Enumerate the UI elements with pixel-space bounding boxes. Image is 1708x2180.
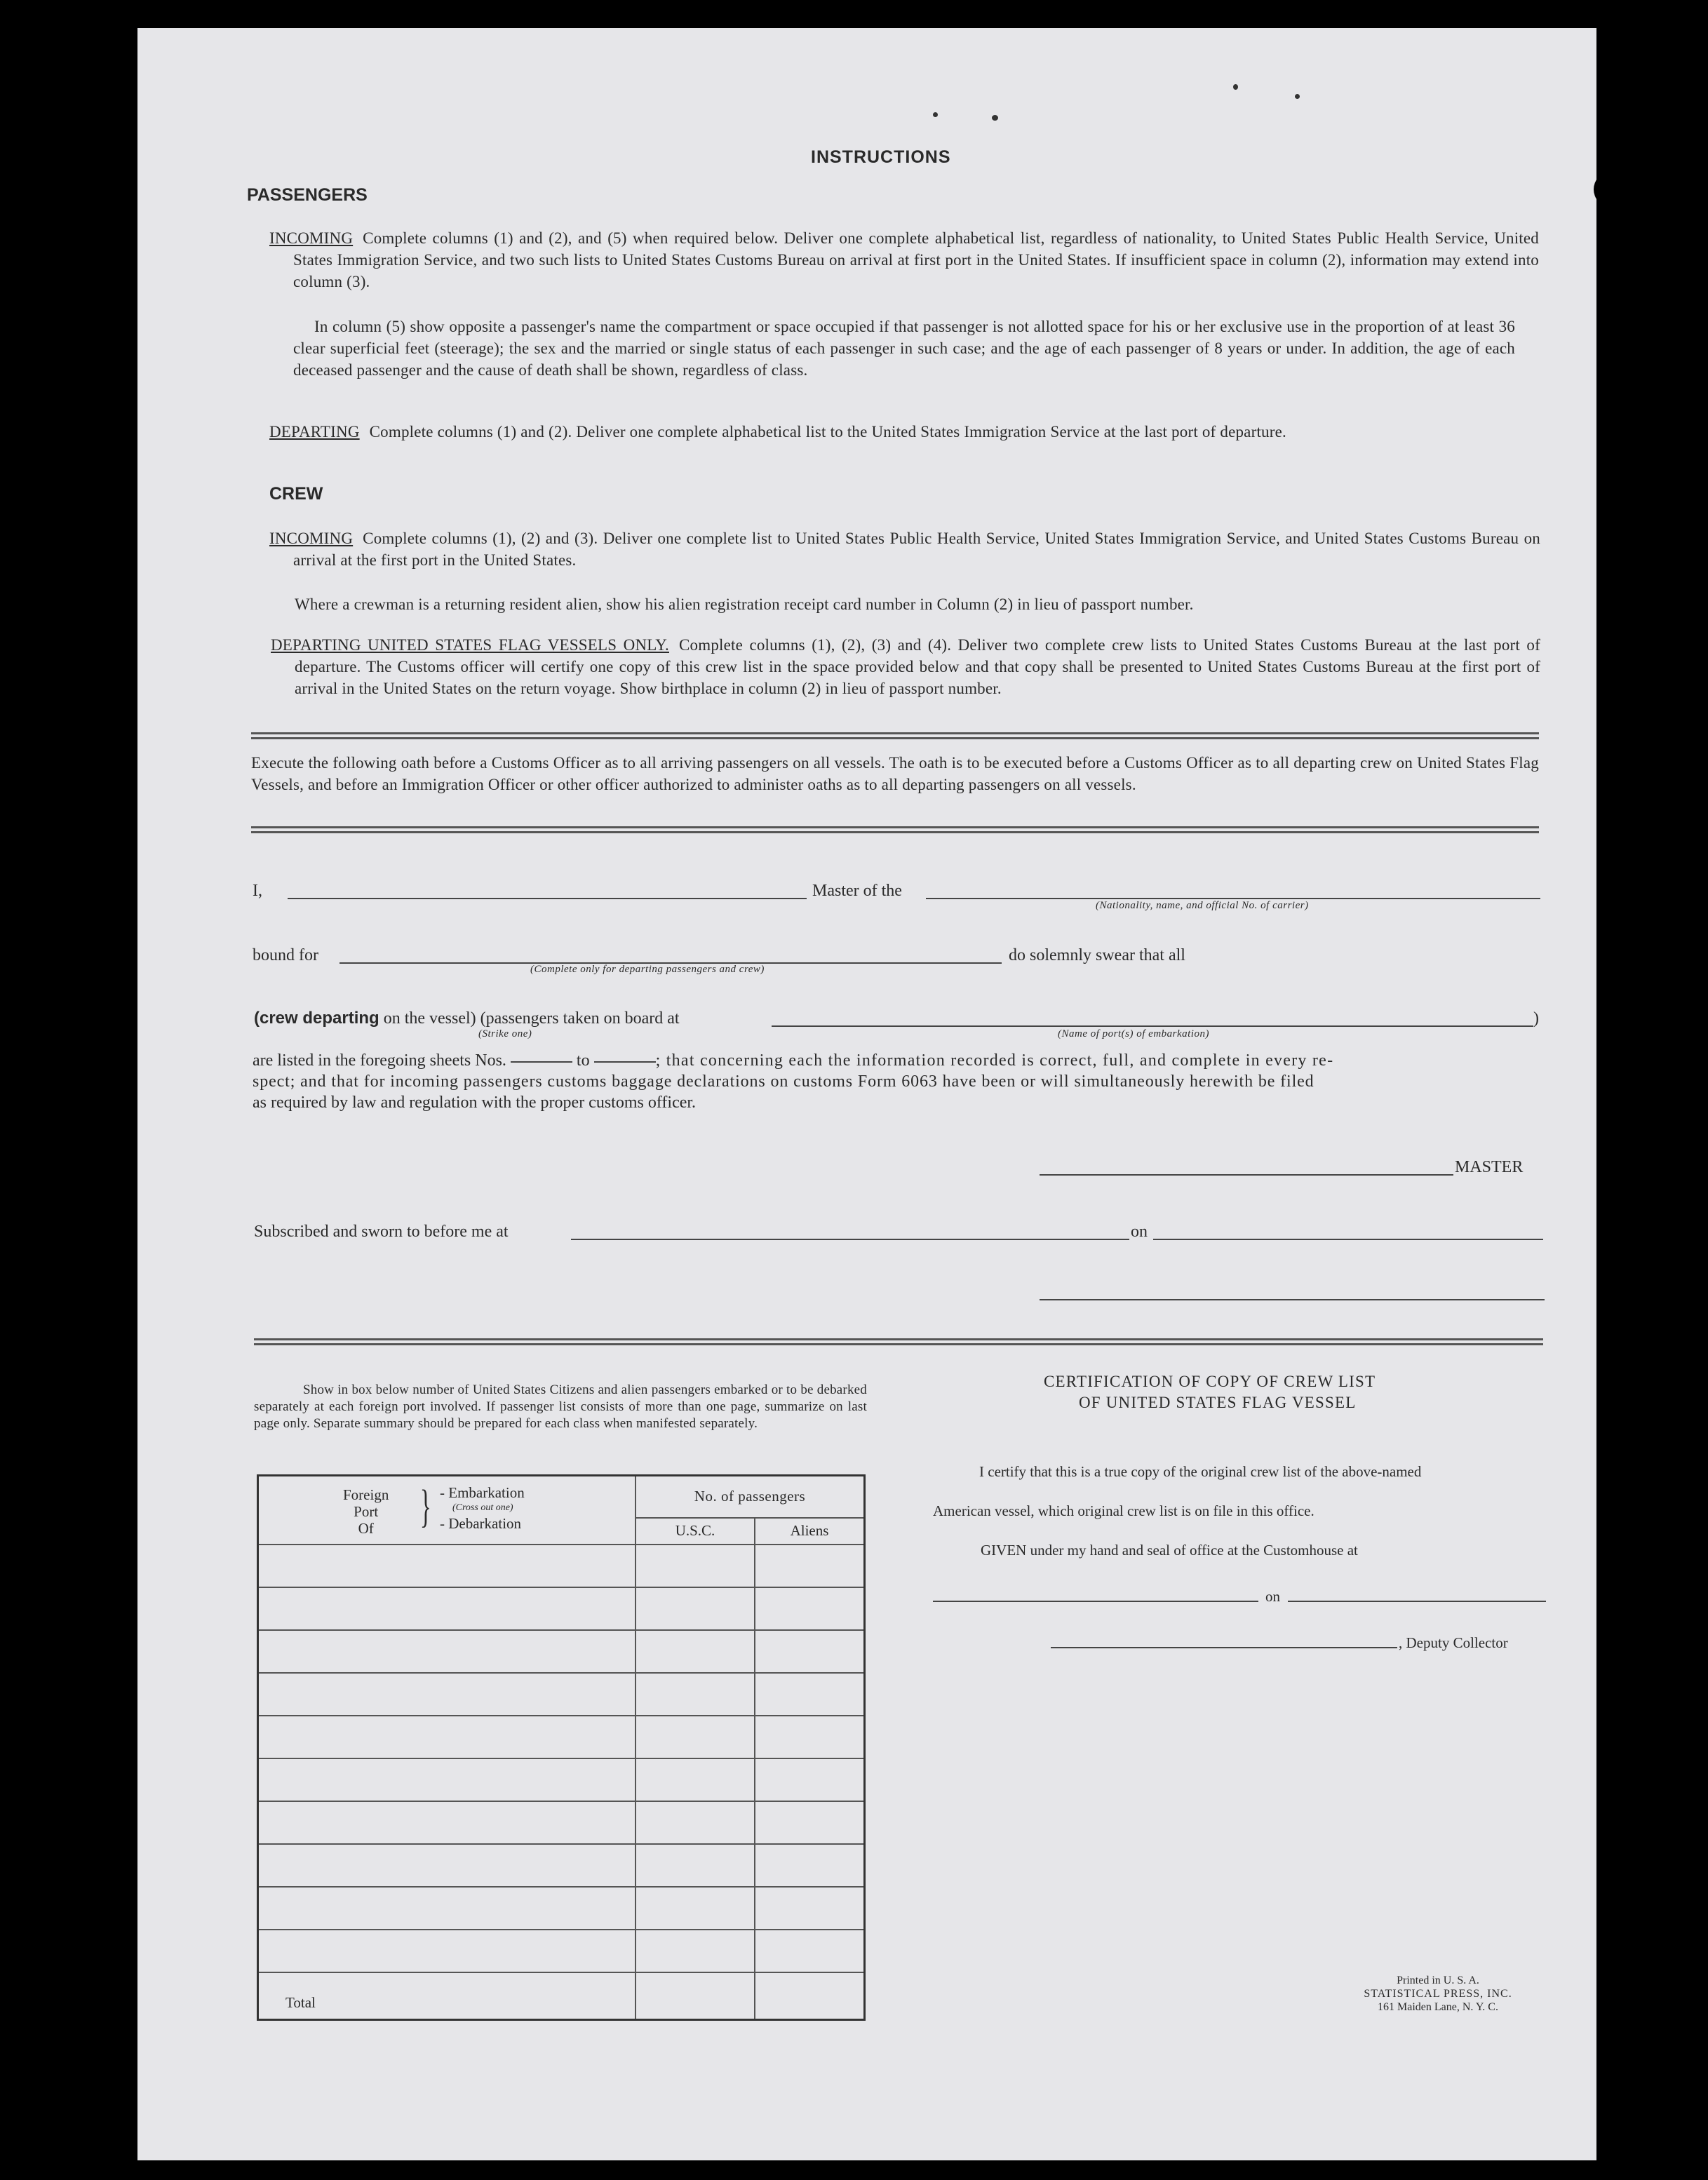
listed-text-a: are listed in the foregoing sheets Nos. [253,1051,506,1070]
speck [1295,94,1300,99]
port-cell[interactable] [258,1545,636,1587]
section-divider [254,1338,1543,1345]
aliens-cell[interactable] [755,1758,865,1801]
port-cell[interactable] [258,1716,636,1758]
listed-to: to [576,1051,590,1070]
usc-cell[interactable] [636,1758,755,1801]
aliens-header: Aliens [755,1518,865,1545]
certification-title-1: CERTIFICATION OF COPY OF CREW LIST [1044,1373,1376,1390]
table-row [258,1887,865,1930]
passengers-departing-text: Complete columns (1) and (2). Deliver one complete alphabetical list to the United States Immigration Service at the last port of departure. [369,423,1286,440]
passengers-departing-paragraph [269,421,1539,443]
summary-instructions-text: Show in box below number of United States Citizens and alien passengers embarked or to be debarked separately at each foreign port involved. If passenger list consists of more than one page, summarize on last page only. Separate summary should be prepared for each class when manifested separately. [254,1382,867,1431]
listed-line-3: as required by law and regulation with the proper customs officer. [253,1094,697,1112]
oath-instruction-paragraph [251,752,1539,795]
speck [933,112,938,117]
port-cell[interactable] [258,1673,636,1716]
table-row [258,1801,865,1844]
usc-cell[interactable] [636,1630,755,1673]
section-divider [251,732,1539,739]
crew-incoming-label: INCOMING [269,530,354,547]
crew-incoming-text: Complete columns (1), (2) and (3). Deliver one complete list to United States Public Health Service, United States Immigration Service, and United States Customs Bureau on arrival at the first port in the United States. [293,530,1540,569]
certify-line-2: American vessel, which original crew list is on file in this office. [933,1502,1314,1519]
usc-cell[interactable] [636,1887,755,1930]
crew-departing-paragraph [271,634,1540,699]
port-note: (Name of port(s) of embarkation) [1058,1028,1209,1039]
oath-instruction-text: Execute the following oath before a Customs Officer as to all arriving passengers on all vessels. The oath is to be executed before a Customs Officer as to all departing crew on United States Flag Vessels, and before an Immigration Officer or other officer authorized to administer oaths as to all departing passengers on all vessels. [251,754,1539,793]
aliens-cell[interactable] [755,1716,865,1758]
passengers-heading: PASSENGERS [247,185,368,205]
aliens-cell[interactable] [755,1630,865,1673]
speck [992,115,998,121]
sworn-on-label: on [1131,1223,1148,1241]
port-cell[interactable] [258,1630,636,1673]
certification-title-2: OF UNITED STATES FLAG VESSEL [1079,1394,1357,1411]
brace-icon: } [419,1481,431,1532]
master-of-the-label: Master of the [812,882,902,900]
aliens-cell[interactable] [755,1887,865,1930]
crew-departing-text: Complete columns (1), (2), (3) and (4). Deliver two complete crew lists to United States Customs Bureau at the last port of departure. The Customs officer will certify one copy of this crew list in the space provided below and that copy shall be presented to United States Customs Bureau at the first port of arrival in the United States on the return voyage. Show birthplace in column (2) in lieu of passport number. [295,636,1540,697]
passengers-incoming-paragraph [269,227,1539,292]
table-row [258,1758,865,1801]
printer-line-2: STATISTICAL PRESS, INC. [1364,1988,1512,2000]
printer-imprint [1333,1974,1543,2014]
nationality-note: (Nationality, name, and official No. of carrier) [1096,900,1309,911]
oath-i-label: I, [253,882,262,900]
table-row [258,1930,865,1972]
crew-departing-label: DEPARTING UNITED STATES FLAG VESSELS ONLY. [271,636,669,654]
listed-line-1 [253,1051,1333,1070]
usc-cell[interactable] [636,1844,755,1887]
aliens-cell[interactable] [755,1930,865,1972]
passengers-incoming-text: Complete columns (1) and (2), and (5) when required below. Deliver one complete alphabetical list, regardless of nationality, to United States Public Health Service, United States Immigration Service, and two such lists to United States Customs Bureau on arrival at first port in the United States. If insufficient space in column (2), information may extend into column (3). [293,229,1539,290]
complete-only-note: (Complete only for departing passengers and crew) [530,964,765,975]
printer-line-1: Printed in U. S. A. [1397,1974,1479,1986]
usc-cell[interactable] [636,1930,755,1972]
close-paren: ) [1533,1009,1539,1028]
aliens-cell[interactable] [755,1844,865,1887]
crew-alien-paragraph [295,593,1529,615]
cross-out-note: (Cross out one) [452,1502,513,1513]
cert-on-label: on [1265,1588,1280,1605]
total-row [258,1972,865,2020]
column5-text: In column (5) show opposite a passenger's name the compartment or space occupied if that passenger is not allotted space for his or her exclusive use in the proportion of at least 36 clear superficial feet (steerage); the sex and the married or single status of each passenger in such case; and the age of each passenger of 8 years or under. In addition, the age of each deceased passenger and the cause of death shall be shown, regardless of class. [293,318,1515,379]
total-label: Total [258,1972,636,2020]
port-label: Port [354,1503,379,1520]
debarkation-label: - Debarkation [440,1515,522,1532]
usc-cell[interactable] [636,1801,755,1844]
port-cell[interactable] [258,1844,636,1887]
table-row [258,1630,865,1673]
passengers-taken-label: (passengers taken on board at [480,1009,680,1028]
carrier-field[interactable] [926,898,1540,899]
crew-incoming-paragraph [269,527,1540,571]
usc-cell[interactable] [636,1587,755,1630]
summary-instructions [254,1382,867,1432]
officer-signature-field[interactable] [1040,1299,1545,1300]
usc-header: U.S.C. [636,1518,755,1545]
table-row [258,1587,865,1630]
aliens-cell[interactable] [755,1673,865,1716]
embarkation-label: - Embarkation [440,1484,525,1501]
punch-hole-top [1598,98,1629,132]
deputy-collector-label: , Deputy Collector [1399,1634,1508,1651]
passenger-summary-table [257,1474,866,2021]
port-cell[interactable] [258,1930,636,1972]
port-cell[interactable] [258,1801,636,1844]
table-row [258,1844,865,1887]
port-cell[interactable] [258,1887,636,1930]
foreign-port-header [258,1476,636,1545]
listed-text-b: ; that concerning each the information recorded is correct, full, and complete in every re- [655,1051,1334,1070]
crew-alien-text: Where a crewman is a returning resident alien, show his alien registration receipt card number in Column (2) in lieu of passport number. [295,596,1194,613]
punch-hole-bottom [1594,173,1625,206]
table-row [258,1716,865,1758]
certify-line-1: I certify that this is a true copy of the original crew list of the above-named [979,1463,1422,1480]
subscribed-label: Subscribed and sworn to before me at [254,1223,509,1241]
port-cell[interactable] [258,1587,636,1630]
sheet-from-field[interactable] [511,1061,572,1063]
section-divider [251,826,1539,833]
crew-departing-label: (crew departing [254,1009,379,1028]
deputy-signature-field[interactable] [1051,1647,1397,1648]
passengers-departing-label: DEPARTING [269,423,360,440]
usc-cell[interactable] [636,1716,755,1758]
page-title: INSTRUCTIONS [811,147,951,167]
given-line: GIVEN under my hand and seal of office at the Customhouse at [981,1542,1358,1559]
strike-one-note: (Strike one) [478,1028,532,1039]
no-of-passengers-header: No. of passengers [636,1476,865,1518]
table-row [258,1545,865,1587]
master-name-field[interactable] [288,898,807,899]
crew-departing-option [254,1009,680,1028]
port-cell[interactable] [258,1758,636,1801]
total-aliens-cell[interactable] [755,1972,865,2020]
solemnly-swear-label: do solemnly swear that all [1009,946,1185,964]
aliens-cell[interactable] [755,1587,865,1630]
on-the-vessel-label: on the vessel) [383,1009,476,1028]
bound-for-label: bound for [253,946,318,964]
table-row [258,1673,865,1716]
listed-line-2: spect; and that for incoming passengers customs baggage declarations on customs Form 6063 have been or will simultaneously herewith be filed [253,1072,1314,1091]
sworn-place-field[interactable] [571,1239,1129,1240]
sworn-date-field[interactable] [1153,1239,1543,1240]
sheet-to-field[interactable] [594,1061,656,1063]
usc-cell[interactable] [636,1545,755,1587]
customhouse-field[interactable] [933,1601,1258,1602]
foreign-label: Foreign [343,1486,389,1503]
of-label: Of [358,1520,374,1537]
usc-cell[interactable] [636,1673,755,1716]
passengers-incoming-label: INCOMING [269,229,354,247]
aliens-cell[interactable] [755,1801,865,1844]
speck [1233,84,1238,90]
crew-heading: CREW [269,484,323,504]
master-label: MASTER [1455,1158,1524,1176]
cert-date-field[interactable] [1288,1601,1546,1602]
master-signature-field[interactable] [1040,1174,1453,1176]
total-usc-cell[interactable] [636,1972,755,2020]
aliens-cell[interactable] [755,1545,865,1587]
column5-paragraph [293,316,1515,381]
printer-line-3: 161 Maiden Lane, N. Y. C. [1378,2001,1498,2013]
embarkation-port-field[interactable] [772,1025,1533,1027]
